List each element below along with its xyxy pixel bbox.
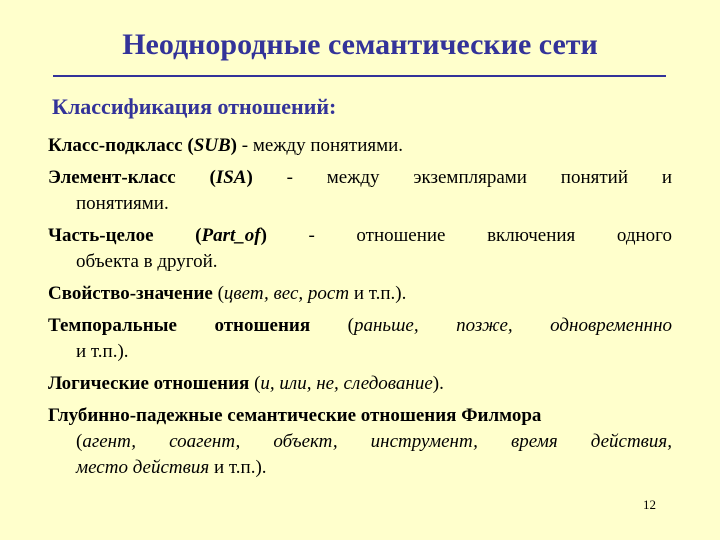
relation-examples-cont: место действия — [76, 457, 210, 478]
relation-name: Свойство-значение — [48, 283, 213, 304]
relation-description: - между понятиями. — [237, 135, 404, 156]
list-item — [48, 133, 672, 159]
page-number: 12 — [643, 497, 656, 512]
relation-abbr: Part_of — [201, 225, 261, 246]
list-item — [48, 165, 672, 217]
relation-abbr: SUB — [193, 135, 231, 156]
paren-open: ( — [76, 431, 83, 452]
paren-close: ) — [246, 167, 253, 188]
list-item — [48, 223, 672, 275]
relation-description: - отношение включения одного — [266, 225, 672, 246]
relation-name: Элемент-класс ( — [48, 167, 216, 188]
relation-tail: ). — [432, 373, 444, 394]
list-item — [48, 371, 672, 397]
relation-tail: и т.п.). — [209, 457, 267, 478]
relation-description-cont: объекта в другой. — [76, 251, 218, 272]
relation-name: Часть-целое ( — [48, 225, 202, 246]
relation-name: Логические отношения — [48, 373, 250, 394]
paren-open: ( — [249, 373, 261, 394]
title-underline — [53, 75, 666, 77]
relation-tail: и т.п.). — [349, 283, 407, 304]
slide-title: Неоднородные семантические сети — [122, 28, 598, 61]
relation-examples: и, или, не, следование — [260, 373, 433, 394]
relation-tail: и т.п.). — [76, 341, 129, 362]
list-item — [48, 403, 672, 481]
paren-open: ( — [212, 283, 224, 304]
paren-open: ( — [310, 315, 354, 336]
paren-close: ) — [260, 225, 267, 246]
list-item — [48, 281, 672, 307]
relation-abbr: ISA — [215, 167, 247, 188]
section-heading: Классификация отношений: — [52, 94, 337, 119]
relation-name: Темпоральные отношения — [48, 315, 311, 336]
relation-name: Глубинно-падежные семантические отношения Филмора — [48, 405, 542, 426]
list-item — [48, 313, 672, 365]
relation-description: - между экземплярами понятий и — [252, 167, 672, 188]
relation-examples: раньше, позже, одновременнно — [354, 315, 673, 336]
relations-list — [48, 133, 672, 487]
relation-examples: цвет, вес, рост — [223, 283, 350, 304]
paren-close: ) — [230, 135, 237, 156]
relation-name: Класс-подкласс ( — [48, 135, 194, 156]
relation-examples: агент, соагент, объект, инструмент, время действия, — [82, 431, 672, 452]
relation-description-cont: понятиями. — [76, 193, 169, 214]
